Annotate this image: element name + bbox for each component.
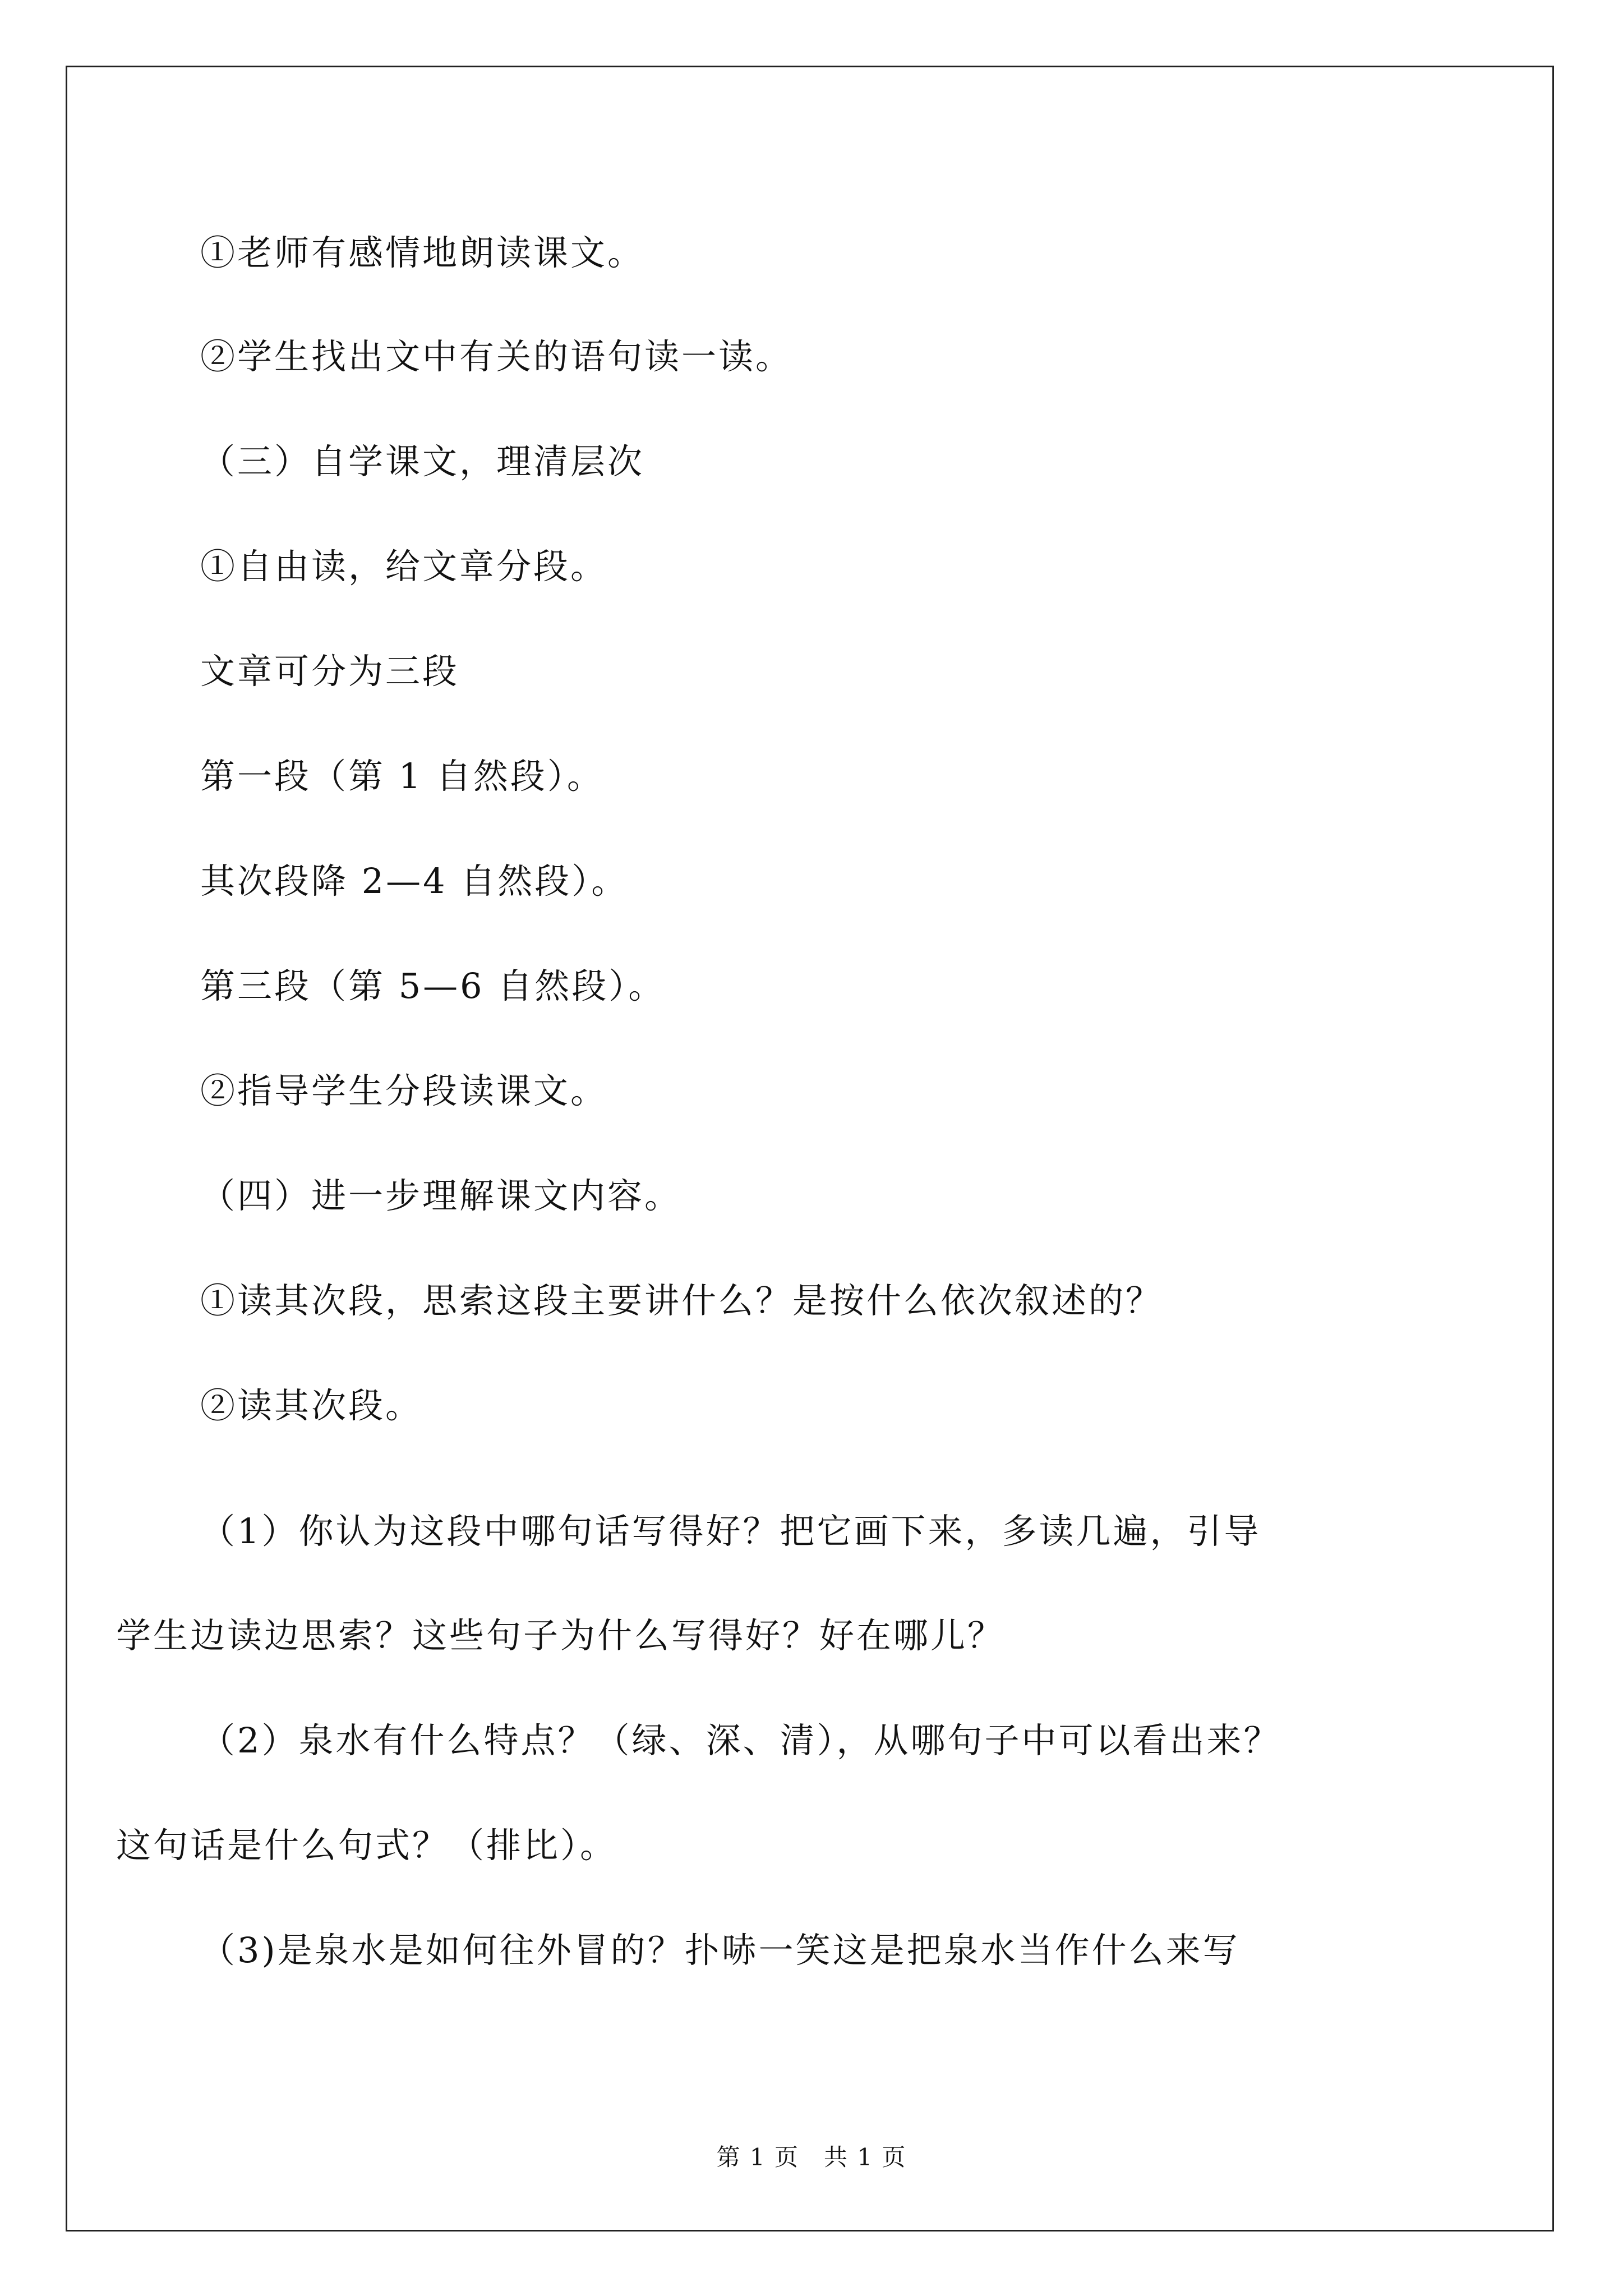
text-line: 学生边读边思索？这些句子为什么写得好？好在哪儿？ (116, 1615, 1005, 1656)
page-footer: 第 1 页 共 1 页 (716, 2143, 907, 2171)
text-line: （1）你认为这段中哪句话写得好？把它画下来，多读几遍，引导 (200, 1511, 1261, 1552)
text-line: 第一段（第 1 自然段）。 (200, 756, 604, 797)
page-border (66, 66, 1554, 2231)
section-heading: （四）进一步理解课文内容。 (200, 1175, 682, 1216)
text-line: ①自由读，给文章分段。 (200, 546, 608, 587)
text-line: （3)是泉水是如何往外冒的？扑哧一笑这是把泉水当作什么来写 (200, 1930, 1240, 1971)
text-line: 第三段（第 5—6 自然段）。 (200, 965, 666, 1006)
text-line: ①读其次段，思索这段主要讲什么？是按什么依次叙述的？ (200, 1280, 1163, 1321)
section-heading: （三）自学课文，理清层次 (200, 441, 645, 482)
text-line: ②指导学生分段读课文。 (200, 1070, 608, 1111)
text-line: 其次段降 2—4 自然段）。 (200, 861, 629, 901)
text-line: 文章可分为三段 (200, 651, 460, 692)
text-line: ②学生找出文中有关的语句读一读。 (200, 336, 793, 377)
text-line: （2）泉水有什么特点？（绿、深、清），从哪句子中可以看出来？ (200, 1720, 1281, 1761)
text-line: ②读其次段。 (200, 1385, 423, 1426)
text-line: 这句话是什么句式？（排比）。 (116, 1825, 617, 1866)
text-line: ①老师有感情地朗读课文。 (200, 232, 645, 273)
